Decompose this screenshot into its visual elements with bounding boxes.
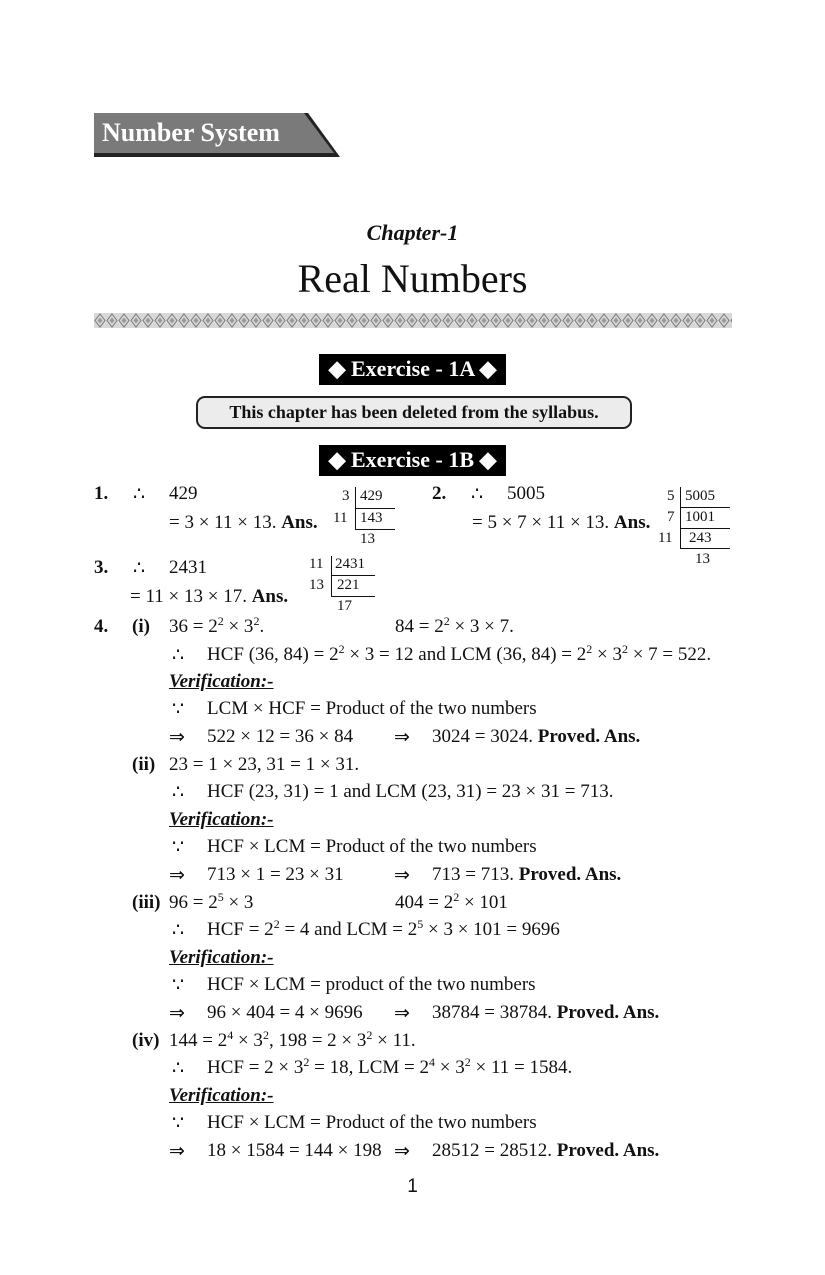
- implies-symbol: ⇒: [169, 865, 185, 886]
- question-number: 1.: [94, 483, 109, 504]
- divisor: 7: [667, 509, 675, 525]
- therefore-symbol: ∴: [172, 782, 185, 803]
- q3-result: = 11 × 13 × 17. Ans.: [130, 586, 289, 607]
- therefore-symbol: ∴: [172, 920, 185, 941]
- i-line1b: $84 = 2^2 \times 3 \times 7$.: [395, 614, 514, 637]
- divisor: 3: [342, 488, 350, 504]
- section-tab: [94, 113, 340, 157]
- quotient: 13: [695, 551, 710, 567]
- iii-line4a: 96 × 404 = 4 × 9696: [207, 1002, 363, 1023]
- divisor: 5: [667, 488, 675, 504]
- divisor: 13: [309, 577, 324, 593]
- because-symbol: ∵: [172, 975, 185, 996]
- ii-line3: HCF × LCM = Product of the two numbers: [207, 836, 537, 857]
- dividend: 5005: [685, 488, 715, 504]
- i-line4b: 3024 = 3024. Proved. Ans.: [432, 726, 641, 747]
- quotient: 13: [360, 531, 375, 547]
- exercise-1a-title: ◆ Exercise - 1A ◆: [319, 354, 507, 385]
- iii-line3: HCF × LCM = product of the two numbers: [207, 974, 536, 995]
- dividend: 429: [360, 488, 383, 504]
- implies-symbol: ⇒: [169, 1141, 185, 1162]
- ii-line2: HCF (23, 31) = 1 and LCM (23, 31) = 23 × 31 = 713.: [207, 781, 614, 802]
- dividend: 243: [689, 530, 712, 546]
- therefore-symbol: ∴: [172, 1058, 185, 1079]
- part-label: (ii): [132, 754, 156, 775]
- exercise-1b-title: ◆ Exercise - 1B ◆: [319, 445, 507, 476]
- dividend: 1001: [685, 509, 715, 525]
- q2-number: 5005: [507, 483, 545, 504]
- chapter-label: Chapter-1: [366, 220, 459, 245]
- verification-heading: Verification:-: [169, 1085, 274, 1106]
- iii-line1b: $404 = 2^2 \times 101$: [395, 890, 508, 913]
- chapter-title: Real Numbers: [297, 256, 528, 301]
- iii-line2: HCF = $2^2 = 4$ and LCM = $2^5 \times 3 \times 101 = 9696$: [207, 917, 560, 940]
- implies-symbol: ⇒: [394, 1141, 410, 1162]
- question-number: 2.: [432, 483, 447, 504]
- iii-line4b: 38784 = 38784. Proved. Ans.: [432, 1002, 660, 1023]
- verification-heading: Verification:-: [169, 671, 274, 692]
- verification-heading: Verification:-: [169, 809, 274, 830]
- because-symbol: ∵: [172, 699, 185, 720]
- iv-line4a: 18 × 1584 = 144 × 198: [207, 1140, 382, 1161]
- question-number: 3.: [94, 557, 109, 578]
- therefore-symbol: ∴: [471, 484, 484, 505]
- dividend: 221: [337, 577, 360, 593]
- i-line4a: 522 × 12 = 36 × 84: [207, 726, 354, 747]
- therefore-symbol: ∴: [133, 558, 146, 579]
- implies-symbol: ⇒: [169, 727, 185, 748]
- q2-result: = 5 × 7 × 11 × 13. Ans.: [472, 512, 651, 533]
- q1-number: 429: [169, 483, 198, 504]
- therefore-symbol: ∴: [133, 484, 146, 505]
- ii-line4a: 713 × 1 = 23 × 31: [207, 864, 344, 885]
- q3-division: [307, 556, 382, 618]
- implies-symbol: ⇒: [169, 1003, 185, 1024]
- ornamental-divider: [94, 313, 732, 328]
- q1-result: = 3 × 11 × 13. Ans.: [169, 512, 318, 533]
- divisor: 11: [309, 556, 324, 572]
- i-line3: LCM × HCF = Product of the two numbers: [207, 698, 537, 719]
- iv-line2: HCF = $2 \times 3^2 = 18$, LCM = $2^4 \times 3^2 \times 11 = 1584$.: [207, 1055, 573, 1078]
- part-label: (i): [132, 616, 150, 637]
- q1-division: [330, 487, 400, 549]
- divisor: 11: [658, 530, 673, 546]
- page-number: 1: [407, 1176, 418, 1197]
- iv-line4b: 28512 = 28512. Proved. Ans.: [432, 1140, 660, 1161]
- quotient: 17: [337, 598, 352, 614]
- syllabus-notice: This chapter has been deleted from the syllabus.: [196, 396, 632, 429]
- implies-symbol: ⇒: [394, 1003, 410, 1024]
- verification-heading: Verification:-: [169, 947, 274, 968]
- part-label: (iv): [132, 1030, 160, 1051]
- dividend: 143: [360, 510, 383, 526]
- implies-symbol: ⇒: [394, 865, 410, 886]
- i-line2: HCF (36, $84) = 2^2 \times 3 = 12$ and LCM (36, $84) = 2^2 \times 3^2 \times 7 = 522$.: [207, 642, 712, 665]
- divisor: 11: [333, 510, 348, 526]
- ii-line1: 23 = 1 × 23, 31 = 1 × 31.: [169, 754, 360, 775]
- dividend: 2431: [335, 556, 365, 572]
- part-label: (iii): [132, 892, 161, 913]
- i-line1a: $36 = 2^2 \times 3^2$.: [169, 614, 265, 637]
- ii-line4b: 713 = 713. Proved. Ans.: [432, 864, 622, 885]
- because-symbol: ∵: [172, 1113, 185, 1134]
- therefore-symbol: ∴: [172, 645, 185, 666]
- because-symbol: ∵: [172, 837, 185, 858]
- implies-symbol: ⇒: [394, 727, 410, 748]
- iii-line1a: $96 = 2^5 \times 3$: [169, 890, 254, 913]
- question-number: 4.: [94, 616, 109, 637]
- iv-line1: $144 = 2^4 \times 3^2$, $198 = 2 \times 3^2 \times 11$.: [169, 1028, 416, 1051]
- q3-number: 2431: [169, 557, 207, 578]
- section-tab-label: Number System: [102, 118, 280, 147]
- exercise-1a-heading: [0, 354, 825, 385]
- exercise-1b-heading: [0, 445, 825, 476]
- q2-division: [655, 487, 735, 571]
- iv-line3: HCF × LCM = Product of the two numbers: [207, 1112, 537, 1133]
